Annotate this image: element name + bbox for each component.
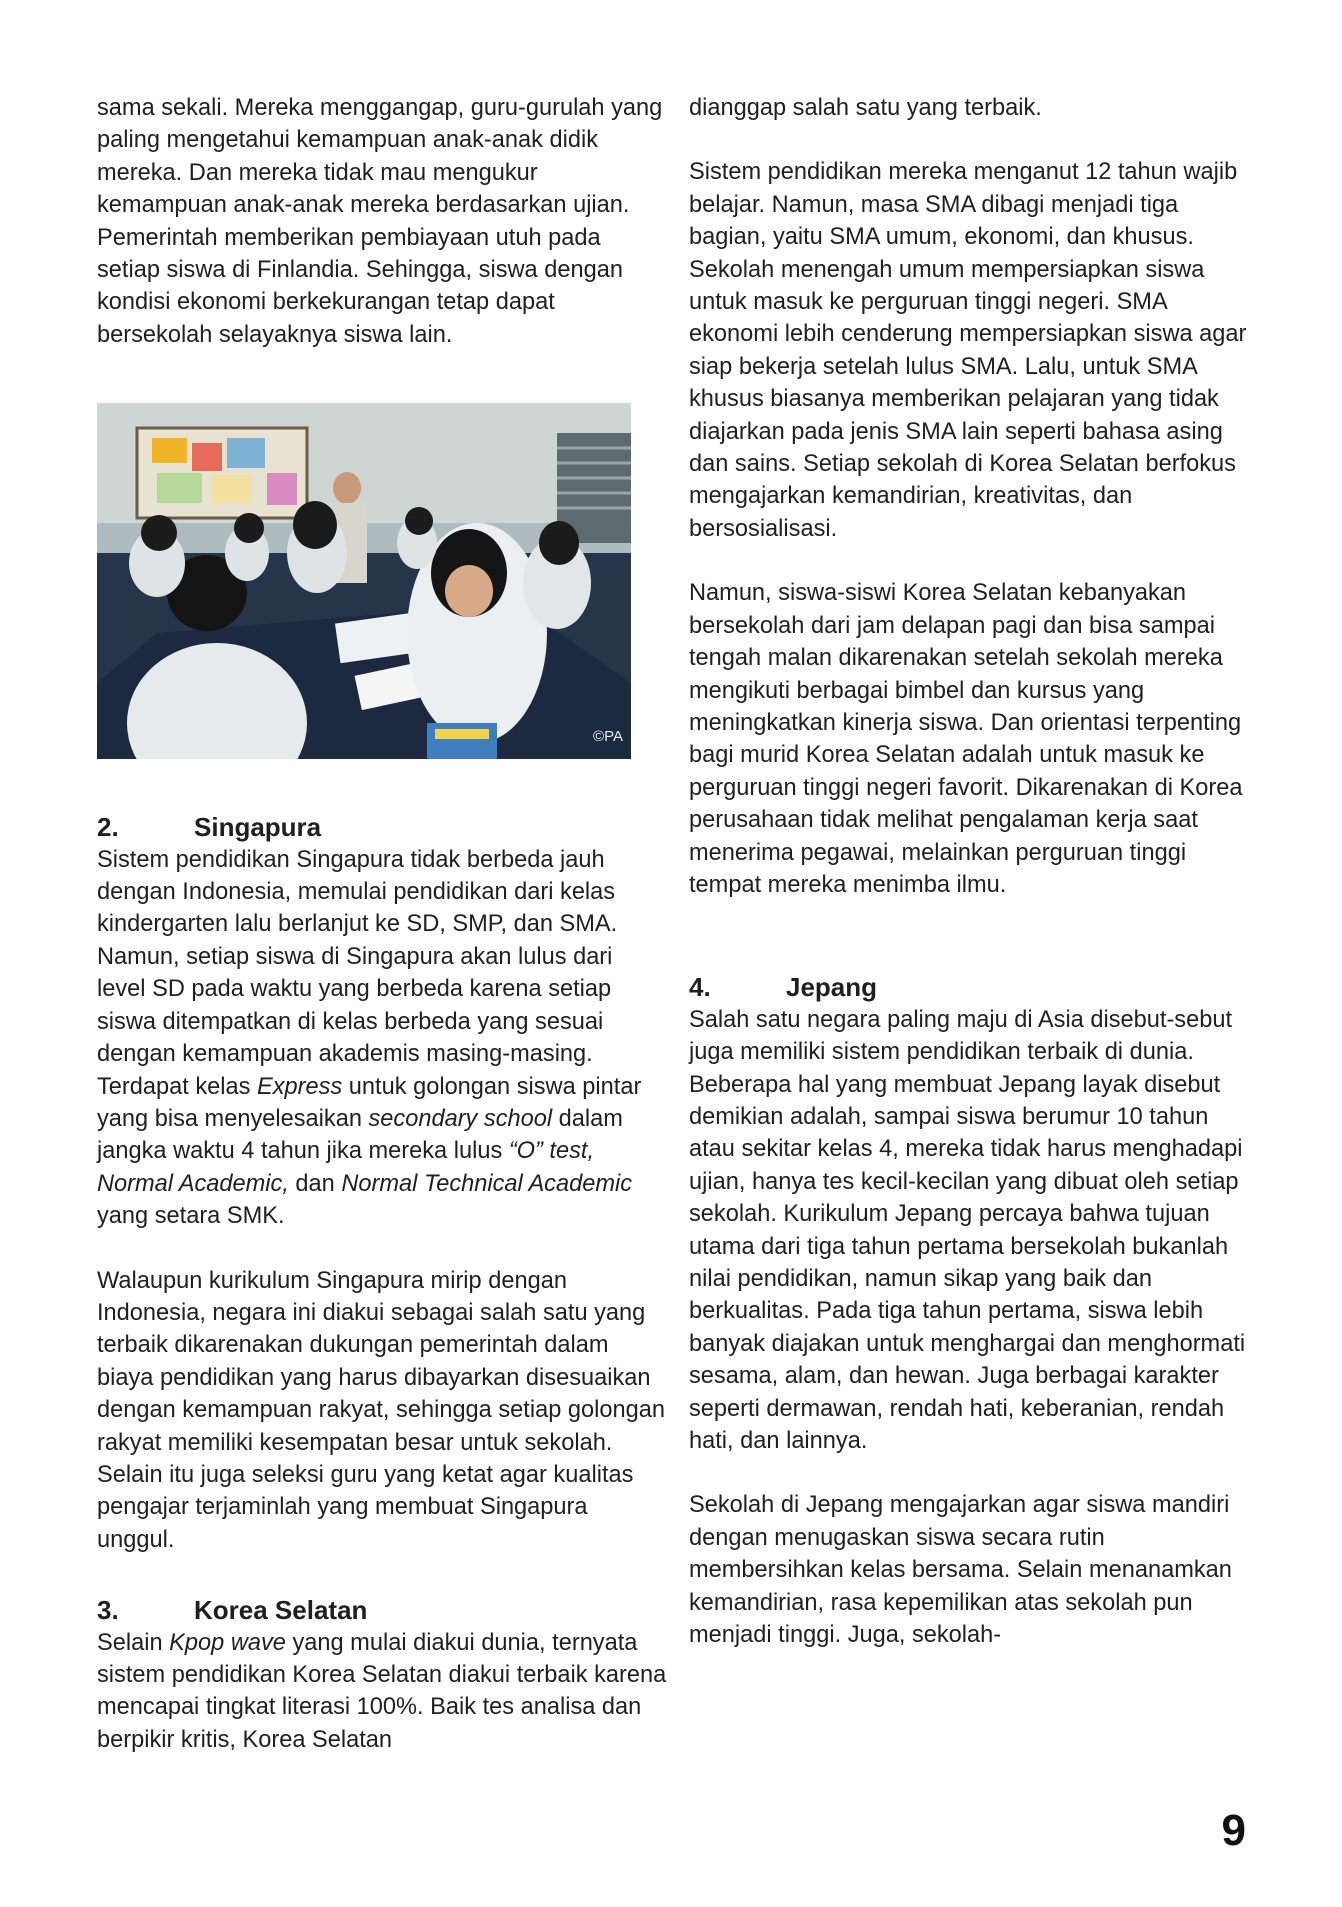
singapura-paragraph-2: Walaupun kurikulum Singapura mirip dengan Indonesia, negara ini diakui sebagai salah satu yang terbaik dikarenakan dukungan pemerintah dalam biaya pendidikan yang harus dibayarkan disesuaikan dengan kemampuan rakyat, sehingga setiap golongan rakyat memiliki kesempatan besar untuk sekolah. Selain itu juga seleksi guru yang ketat agar kualitas pengajar terjaminlah yang membuat Singapura unggul. — [97, 1267, 665, 1553]
right-column — [689, 92, 1259, 1651]
section-heading-jepang — [689, 971, 1259, 1003]
section-number: 2. — [97, 812, 119, 843]
korea-paragraph-2: Sistem pendidikan mereka menganut 12 tahun wajib belajar. Namun, masa SMA dibagi menjadi tiga bagian, yaitu SMA umum, ekonomi, dan khusus. Sekolah menengah umum mempersiapkan siswa untuk masuk ke perguruan tinggi negeri. SMA ekonomi lebih cenderung mempersiapkan siswa agar siap bekerja setelah lulus SMA. Lalu, untuk SMA khusus biasanya memberikan pelajaran yang tidak diajarkan pada jenis SMA lain seperti bahasa asing dan sains. Setiap sekolah di Korea Selatan berfokus mengajarkan kemandirian, kreativitas, dan bersosialisasi. — [689, 159, 1247, 542]
korea-paragraph-3: Namun, siswa-siswi Korea Selatan kebanyakan bersekolah dari jam delapan pagi dan bisa sampai tengah malan dikarenakan setelah sekolah mereka mengikuti berbagai bimbel dan kursus yang meningkatkan kinerja siswa. Dan orientasi terpenting bagi murid Korea Selatan adalah untuk masuk ke perguruan tinggi negeri favorit. Dikarenakan di Korea perusahaan tidak melihat pengalaman kerja saat menerima pegawai, melainkan perguruan tinggi tempat mereka menimba ilmu. — [689, 580, 1243, 898]
section-heading-korea — [97, 1594, 667, 1626]
classroom-photo — [97, 403, 631, 759]
section-title: Singapura — [194, 812, 322, 843]
classroom-illustration — [97, 403, 631, 759]
korea-continuation: dianggap salah satu yang terbaik. — [689, 95, 1042, 121]
section-title: Jepang — [786, 972, 878, 1003]
section-title: Korea Selatan — [194, 1595, 368, 1626]
intro-paragraph: sama sekali. Mereka menggangap, guru-gurulah yang paling mengetahui kemampuan anak-anak didik mereka. Dan mereka tidak mau mengukur kemampuan anak-anak mereka berdasarkan ujian. Pemerintah memberikan pembiayaan utuh pada setiap siswa di Finlandia. Sehingga, siswa dengan kondisi ekonomi berkekurangan tetap dapat bersekolah selayaknya siswa lain. — [97, 95, 663, 348]
page-number: 9 — [1221, 1806, 1246, 1855]
singapura-paragraph-1: Sistem pendidikan Singapura tidak berbeda jauh dengan Indonesia, memulai pendidikan dari kelas kindergarten lalu berlanjut ke SD, SMP, dan SMA. Namun, setiap siswa di Singapura akan lulus dari level SD pada waktu yang berbeda karena setiap siswa ditempatkan di kelas berbeda yang sesuai dengan kemampuan akademis masing-masing. Terdapat kelas Express untuk golongan siswa pintar yang bisa menyelesaikan secondary school dalam jangka waktu 4 tahun jika mereka lulus “O” test, Normal Academic, dan Normal Technical Academic yang setara SMK. — [97, 846, 642, 1230]
jepang-paragraph-2: Sekolah di Jepang mengajarkan agar siswa mandiri dengan menugaskan siswa secara rutin membersihkan kelas bersama. Selain menanamkan kemandirian, rasa kepemilikan atas sekolah pun menjadi tinggi. Juga, sekolah- — [689, 1492, 1232, 1649]
korea-paragraph-1: Selain Kpop wave yang mulai diakui dunia, ternyata sistem pendidikan Korea Selatan diakui terbaik karena mencapai tingkat literasi 100%. Baik tes analisa dan berpikir kritis, Korea Selatan — [97, 1629, 667, 1753]
jepang-paragraph-1: Salah satu negara paling maju di Asia disebut-sebut juga memiliki sistem pendidikan terbaik di dunia. Beberapa hal yang membuat Jepang layak disebut demikian adalah, sampai siswa berumur 10 tahun atau sekitar kelas 4, mereka tidak harus menghadapi ujian, hanya tes kecil-kecilan yang dibuat oleh setiap sekolah. Kurikulum Jepang percaya bahwa tujuan utama dari tiga tahun pertama bersekolah bukanlah nilai pendidikan, namun sikap yang baik dan berkualitas. Pada tiga tahun pertama, siswa lebih banyak diajakan untuk menghargai dan menghormati sesama, alam, dan hewan. Juga berbagai karakter seperti dermawan, rendah hati, keberanian, rendah hati, dan lainnya. — [689, 1006, 1246, 1455]
section-number: 3. — [97, 1595, 119, 1626]
photo-credit: ©PA — [593, 727, 623, 745]
left-column — [97, 92, 667, 1756]
section-heading-singapura — [97, 811, 667, 843]
section-number: 4. — [689, 972, 711, 1003]
